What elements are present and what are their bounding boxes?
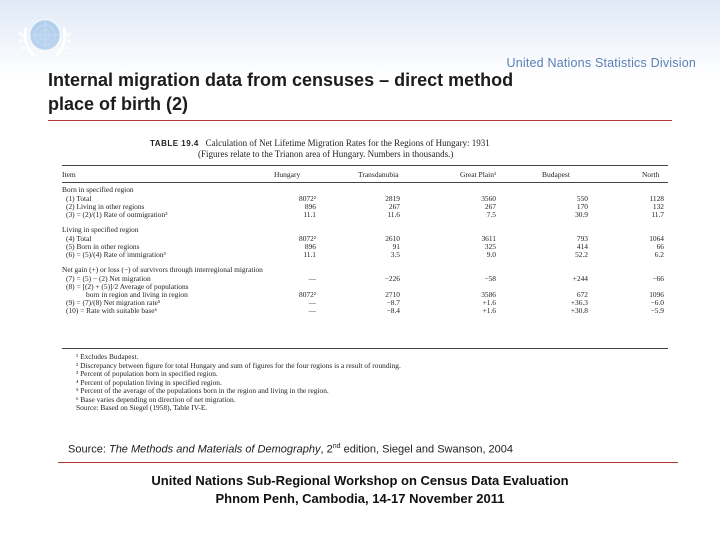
table-cell: 793 xyxy=(576,234,588,243)
un-emblem-logo xyxy=(14,6,76,68)
table-cell: 414 xyxy=(576,242,588,251)
table-cell: 325 xyxy=(484,242,496,251)
row-label: (5) Born in other regions xyxy=(66,242,140,251)
table-header-cell: Item xyxy=(62,170,76,179)
title-rule xyxy=(48,120,672,121)
table-cell: 9.0 xyxy=(486,250,496,259)
table-cell: +1.6 xyxy=(482,298,496,307)
table-cell: 7.5 xyxy=(486,210,496,219)
table-footnote: ¹ Excludes Budapest. xyxy=(76,352,139,361)
row-label: Born in specified region xyxy=(62,185,134,194)
table-cell: +36.3 xyxy=(570,298,588,307)
row-label: (9) = (7)/(8) Net migration rate⁵ xyxy=(66,298,161,307)
source-book-title: The Methods and Materials of Demography xyxy=(108,443,321,456)
table-cell: −6.0 xyxy=(650,298,664,307)
table-cell: 2610 xyxy=(385,234,400,243)
table-cell: 30.9 xyxy=(575,210,588,219)
table-bottom-rule xyxy=(62,348,668,349)
table-cell: 66 xyxy=(656,242,664,251)
division-name: United Nations Statistics Division xyxy=(506,56,696,70)
table-cell: 132 xyxy=(652,202,664,211)
table-cell: — xyxy=(308,306,316,315)
table-cell: 52.2 xyxy=(575,250,588,259)
table-cell: 3611 xyxy=(481,234,496,243)
table-cell: 2819 xyxy=(385,194,400,203)
table-header-cell: Transdanubia xyxy=(358,170,399,179)
source-edition-suffix: nd xyxy=(332,443,341,450)
table-header-cell: Hungary xyxy=(274,170,301,179)
table-cell: +1.6 xyxy=(482,306,496,315)
table-footnote: ² Discrepancy between figure for total Hungary and sum of figures for the four regions is a result of rounding. xyxy=(76,360,401,370)
source-authors: edition, Siegel and Swanson, 2004 xyxy=(340,443,514,456)
row-label: (6) = (5)/(4) Rate of immigration³ xyxy=(66,250,166,259)
table-caption-line1: Calculation of Net Lifetime Migration Rates for the Regions of Hungary: 1931 xyxy=(205,138,490,148)
table-header-cell: Budapest xyxy=(542,170,570,179)
table-cell: 170 xyxy=(576,202,588,211)
table-cell: 3.5 xyxy=(390,250,400,259)
table-cell: 8072² xyxy=(299,234,316,243)
table-cell: 6.2 xyxy=(654,250,664,259)
table-cell: 896 xyxy=(304,242,316,251)
row-label: born in region and living in region xyxy=(86,290,188,299)
row-label: Living in specified region xyxy=(62,225,139,234)
table-cell: 2710 xyxy=(385,290,400,299)
table-footnote: ⁶ Base varies depending on direction of net migration. xyxy=(76,394,236,404)
footer-line1: United Nations Sub-Regional Workshop on Census Data Evaluation xyxy=(151,473,569,488)
source-rule xyxy=(58,462,678,463)
table-cell: +30.8 xyxy=(570,306,588,315)
table-cell: +244 xyxy=(572,274,588,283)
table-cell: −66 xyxy=(652,274,664,283)
slide-title-line1: Internal migration data from censuses – direct method xyxy=(48,70,514,90)
table-cell: 11.1 xyxy=(303,250,316,259)
table-cell: −58 xyxy=(484,274,496,283)
table-cell: — xyxy=(308,298,316,307)
footer xyxy=(0,472,720,508)
row-label: (2) Living in other regions xyxy=(66,202,145,211)
table-footnote: Source: Based on Siegel (1958), Table IV-E. xyxy=(76,403,208,412)
table-cell: 672 xyxy=(576,290,588,299)
table-cell: 3586 xyxy=(481,290,496,299)
table-cell: 1096 xyxy=(649,290,664,299)
table-cell: −8.4 xyxy=(386,306,400,315)
row-label: (7) = (5) − (2) Net migration xyxy=(66,274,151,283)
table-footnote: ³ Percent of population born in specified region. xyxy=(76,369,218,378)
table-cell: −8.7 xyxy=(386,298,400,307)
table-footnote: ⁴ Percent of population living in specified region. xyxy=(76,377,222,387)
source-prefix: Source: xyxy=(68,443,109,456)
slide-title-line2: place of birth (2) xyxy=(48,94,189,114)
row-label: (10) = Rate with suitable base⁶ xyxy=(66,306,158,315)
row-label: (4) Total xyxy=(66,234,92,243)
table-cell: 11.6 xyxy=(387,210,400,219)
table-cell: −226 xyxy=(384,274,400,283)
table-cell: 267 xyxy=(388,202,400,211)
table-cell: 8072² xyxy=(299,290,316,299)
table-header-cell: Great Plain¹ xyxy=(460,170,497,179)
table-cell: 11.7 xyxy=(651,210,664,219)
table-header-rule xyxy=(62,182,668,183)
table-caption-line2: (Figures relate to the Trianon area of Hungary. Numbers in thousands.) xyxy=(198,149,454,159)
table-top-rule xyxy=(62,165,668,166)
migration-table xyxy=(62,138,668,428)
slide-title xyxy=(48,68,608,116)
table-cell: 11.1 xyxy=(303,210,316,219)
table-cell: −5.9 xyxy=(650,306,664,315)
source-citation xyxy=(68,443,513,456)
table-cell: 1128 xyxy=(649,194,664,203)
table-cell: 1064 xyxy=(649,234,664,243)
row-label: (3) = (2)/(1) Rate of outmigration³ xyxy=(66,210,168,219)
table-caption xyxy=(150,138,490,160)
row-label: (8) = [(2) + (5)]/2 Average of populations xyxy=(66,282,189,291)
row-label: Net gain (+) or loss (−) of survivors through interregional migration xyxy=(62,265,263,274)
table-cell: 91 xyxy=(392,242,400,251)
source-edition-number: , 2 xyxy=(320,443,333,456)
table-header-cell: North xyxy=(642,170,660,179)
table-cell: 896 xyxy=(304,202,316,211)
table-cell: 8072² xyxy=(299,194,316,203)
table-cell: 550 xyxy=(576,194,588,203)
table-cell: — xyxy=(308,274,316,283)
table-label: TABLE 19.4 xyxy=(150,139,199,148)
table-cell: 3560 xyxy=(481,194,496,203)
footer-line2: Phnom Penh, Cambodia, 14-17 November 2011 xyxy=(215,491,505,506)
row-label: (1) Total xyxy=(66,194,92,203)
table-cell: 267 xyxy=(484,202,496,211)
table-footnote: ⁵ Percent of the average of the populations born in the region and living in the region. xyxy=(76,386,329,395)
